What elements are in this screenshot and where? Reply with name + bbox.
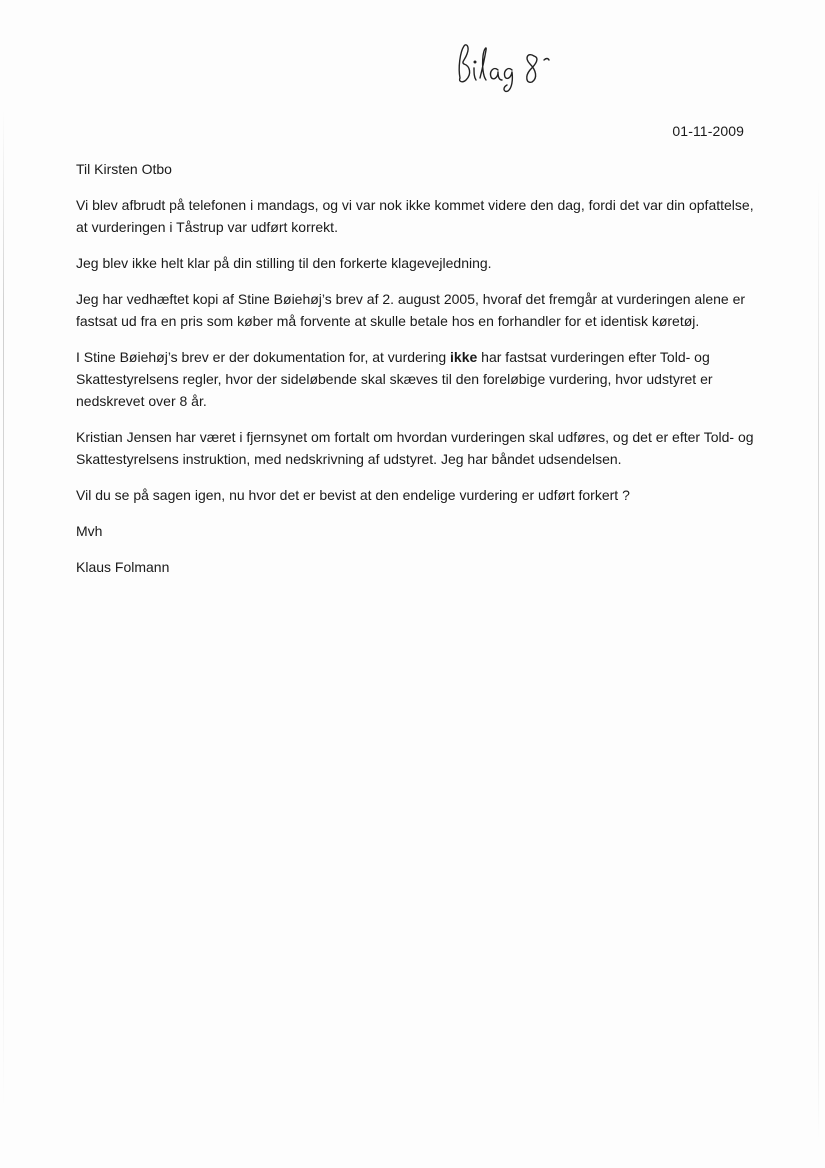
scan-edge-left bbox=[3, 110, 4, 1110]
paragraph-6: Vil du se på sagen igen, nu hvor det er bevist at den endelige vurdering er udført forkert ? bbox=[76, 487, 630, 503]
paragraph-4 bbox=[76, 346, 756, 412]
paragraph-3: Jeg har vedhæftet kopi af Stine Bøiehøj’s brev af 2. august 2005, hvoraf det fremgår at vurderingen alene er fastsat ud fra en pris som køber må forvente at skulle betale hos en forhandler for et identisk køretøj. bbox=[76, 291, 746, 329]
paragraph-5: Kristian Jensen har været i fjernsynet om fortalt om hvordan vurderingen skal udføres, og det er efter Told- og Skattestyrelsens instruktion, med nedskrivning af udstyret. Jeg har båndet udsendelsen. bbox=[76, 429, 754, 467]
paragraph-4-emphasis: ikke bbox=[450, 349, 478, 365]
letter-body bbox=[76, 158, 756, 592]
paragraph-2: Jeg blev ikke helt klar på din stilling til den forkerte klagevejledning. bbox=[76, 255, 492, 271]
paragraph-1: Vi blev afbrudt på telefonen i mandags, og vi var nok ikke kommet videre den dag, fordi det var din opfattelse, at vurderingen i Tåstrup var udført korrekt. bbox=[76, 197, 754, 235]
paragraph-4-after: har fastsat vurderingen efter Told- og Skattestyrelsens regler, hvor der sideløbende skal skæves til den foreløbige vurdering, hvor udstyret er nedskrevet over 8 år. bbox=[76, 349, 713, 409]
signature: Klaus Folmann bbox=[76, 559, 170, 575]
salutation: Til Kirsten Otbo bbox=[76, 161, 172, 177]
closing: Mvh bbox=[76, 523, 103, 539]
scan-edge-right bbox=[818, 180, 819, 1140]
handwritten-annotation bbox=[452, 38, 572, 94]
letter-date: 01-11-2009 bbox=[672, 123, 744, 139]
paragraph-4-before: I Stine Bøiehøj’s brev er der dokumentation for, at vurdering bbox=[76, 349, 451, 365]
